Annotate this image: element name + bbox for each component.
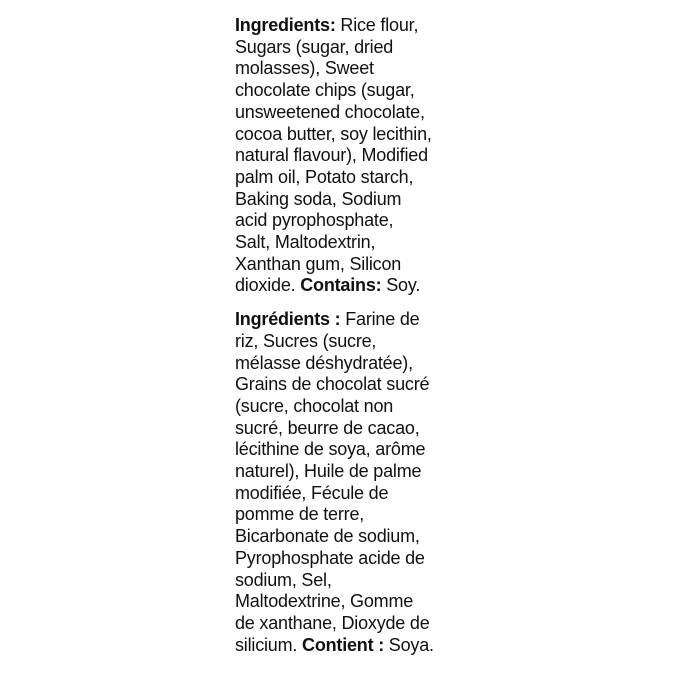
allergen-french-value: Soya. <box>384 634 434 655</box>
allergen-english-value: Soy. <box>381 275 421 296</box>
ingredients-panel <box>235 15 460 656</box>
ingredients-english <box>235 15 460 297</box>
ingredients-english-list: Rice flour, Sugars (sugar, dried molasses), Sweet chocolate chips (sugar, unsweetened chocolate, cocoa butter, soy lecithin, natural flavour), Modified palm oil, Potato starch, Baking soda, Sodium acid pyrophosphate, Salt, Maltodextrin, Xanthan gum, Silicon dioxide. <box>235 15 432 296</box>
ingredients-french-heading: Ingrédients : <box>235 309 341 330</box>
ingredients-english-heading: Ingredients: <box>235 15 336 35</box>
allergen-french-label: Contient : <box>302 634 384 655</box>
ingredients-french-list: Farine de riz, Sucres (sucre, mélasse déshydratée), Grains de chocolat sucré (sucre, chocolat non sucré, beurre de cacao, lécithine de soya, arôme naturel), Huile de palme modifiée, Fécule de pomme de terre, Bicarbonate de sodium, Pyrophosphate acide de sodium, Sel, Maltodextrine, Gomme de xanthane, Dioxyde de silicium. <box>235 309 430 655</box>
allergen-english-label: Contains: <box>300 275 382 296</box>
ingredients-french <box>235 309 460 656</box>
